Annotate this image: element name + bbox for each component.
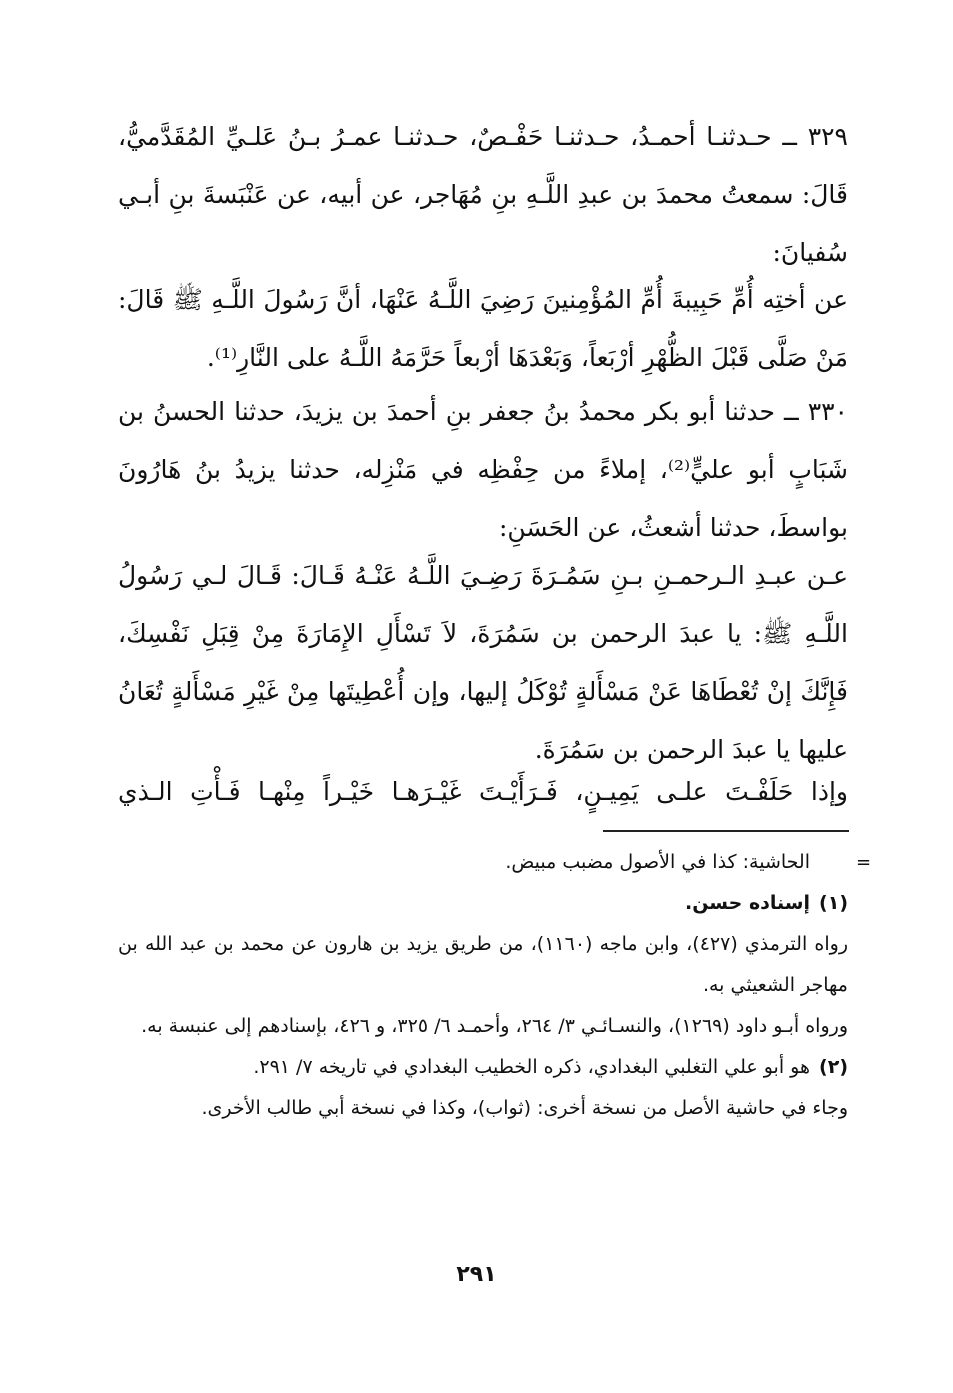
page-number: ٢٩١ bbox=[456, 1262, 497, 1287]
footnote-2 bbox=[118, 1047, 848, 1088]
footnote-1-marker: (١) bbox=[819, 892, 848, 914]
footnote-margin-note bbox=[118, 842, 848, 883]
hadith-330-matn: عـن عبـدِ الـرحمـنِ بـنِ سَمُـرَةَ رَضِـيَ اللَّـهُ عَنْـهُ قَـالَ: قَـالَ لـي رَسُولُ اللَّـهِ ﷺ: يا عبدَ الرحمن بن سَمُرَةَ، لاَ تَسْأَلِ الإِمَارَةَ مِنْ قِبَلِ نَفْسِكَ، فَإِنَّكَ إنْ تُعْطَاهَا عَنْ مَسْأَلةٍ تُوْكَلُ إليها، وإن أُعْطِيتَها مِنْ غَيْرِ مَسْأَلةٍ تُعَانُ عليها يا عبدَ الرحمن بن سَمُرَةَ. bbox=[118, 561, 848, 764]
hadith-330-isnad: ٣٣٠ ــ حدثنا أبو بكر محمدُ بنُ جعفر بنِ أحمدَ بن يزيدَ، حدثنا الحسنُ بن شَبَابٍ أبو عليٍّ⁽²⁾، إملاءً من حِفْظِه في مَنْزِله، حدثنا يزيدُ بنُ هَارُونَ بواسطَ، حدثنا أشعثُ، عن الحَسَنِ: bbox=[118, 397, 848, 542]
margin-note-text: الحاشية: كذا في الأصول مضبب مبيض. bbox=[505, 851, 810, 873]
footnotes-section bbox=[118, 842, 848, 1129]
footnote-2-text-2: وجاء في حاشية الأصل من نسخة أخرى: (ثواب)، وكذا في نسخة أبي طالب الأخرى. bbox=[201, 1097, 848, 1119]
hadith-329-matn: عن أختِه أُمِّ حَبِيبةَ أُمِّ المُؤْمِنينَ رَضِيَ اللَّـهُ عَنْهَا، أنَّ رَسُولَ اللَّـهِ ﷺ قَالَ: مَنْ صَلَّى قَبْلَ الظُّهْرِ أرْبَعاً، وَبَعْدَهَا أرْبعاً حَرَّمَهُ اللَّـهُ على النَّارِ⁽¹⁾. bbox=[118, 285, 848, 372]
footnote-2-text-1: هو أبو علي التغلبي البغدادي، ذكره الخطيب البغدادي في تاريخه ٧/ ٢٩١. bbox=[253, 1056, 810, 1078]
footnote-1 bbox=[118, 883, 848, 924]
footnote-separator bbox=[603, 830, 849, 832]
footnote-1-text-1: رواه الترمذي (٤٢٧)، وابن ماجه (١١٦٠)، من طريق يزيد بن هارون عن محمد بن عبد الله بن مهاجر الشعيثي به. bbox=[118, 933, 848, 996]
footnote-1-grade: إسناده حسن. bbox=[684, 892, 810, 914]
footnote-continuation-marker: = bbox=[856, 852, 872, 873]
footnote-1-text-2: ورواه أبـو داود (١٢٦٩)، والنسـائـي ٣/ ٢٦٤، وأحمـد ٦/ ٣٢٥، و ٤٢٦، بإسنادهم إلى عنبسة به. bbox=[141, 1015, 848, 1037]
footnote-2-marker: (٢) bbox=[819, 1056, 848, 1078]
hadith-330-continuation: وإذا حَلَفْـتَ علـى يَمِيـنٍ، فَـرَأَيْـتَ غَيْـرَهـا خَيْـراً مِنْهـا فَـأْتِ الـذي bbox=[118, 777, 848, 806]
hadith-329-isnad: ٣٢٩ ــ حـدثنـا أحمـدُ، حـدثنـا حَفْـصٌ، حـدثنـا عمـرُ بـنُ عَلـيِّ المُقَدَّميُّ، قَالَ: سمعتُ محمدَ بن عبدِ اللَّـهِ بنِ مُهَاجر، عن أبيه، عن عَنْبَسةَ بنِ أبـي سُفيانَ: bbox=[118, 122, 848, 267]
